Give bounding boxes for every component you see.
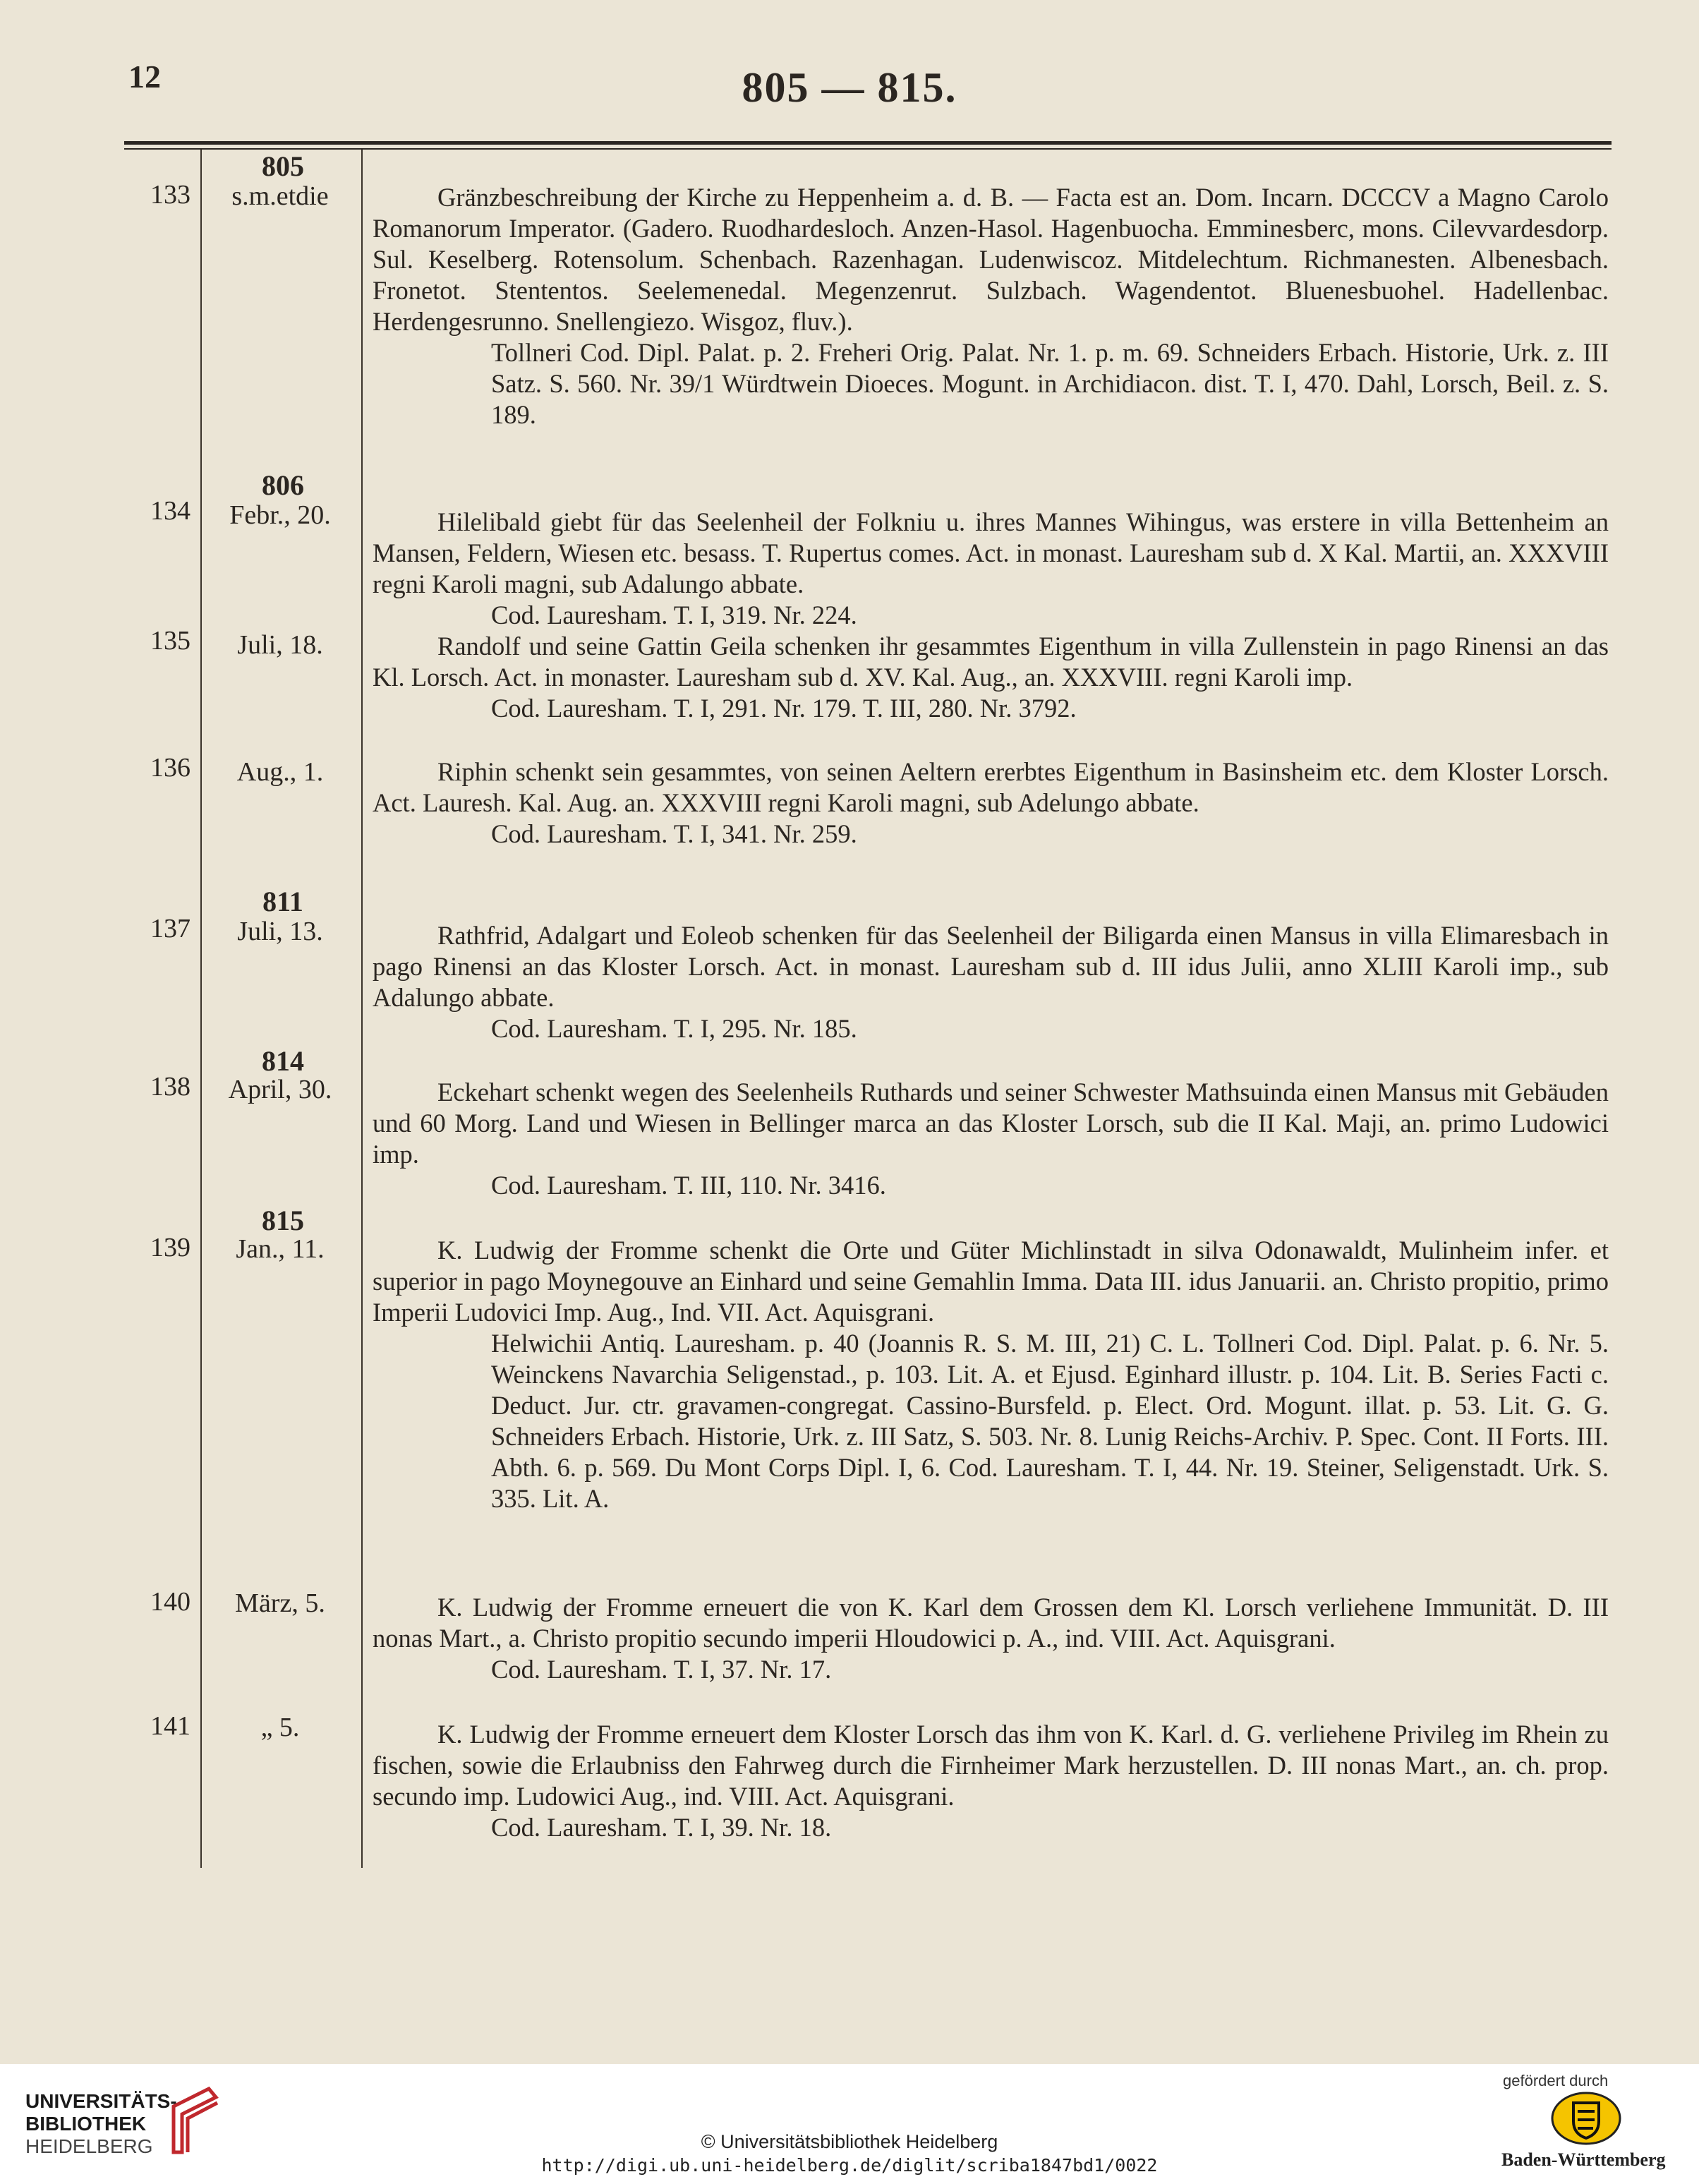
entry-date: „ 5. (260, 1713, 300, 1742)
entry-citation: Tollneri Cod. Dipl. Palat. p. 2. Freheri Orig. Palat. Nr. 1. p. m. 69. Schneiders Erbach. Historie, Urk. z. III Satz. S. 560. Nr. 39/1 Würdtwein Dioeces. Mogunt. in Archidiacon. dist. T. I, 470. Dahl, Lorsch, Beil. z. S. 189. (491, 338, 1609, 429)
entry-date: April, 30. (228, 1075, 332, 1104)
entry-date: März, 5. (235, 1588, 325, 1618)
entry-date: Febr., 20. (229, 500, 331, 530)
page-number: 12 (128, 59, 161, 95)
entry-summary: K. Ludwig der Fromme erneuert die von K. Karl dem Grossen dem Kl. Lorsch verliehene Immunität. D. III nonas Mart., a. Christo propitio secundo imperii Hloudowici p. A., ind. VIII. Act. Aquisgrani. (373, 1593, 1609, 1653)
entry-date: Jan., 11. (236, 1234, 325, 1264)
library-name-line: UNIVERSITÄTS- (25, 2090, 177, 2112)
entry-text (373, 631, 1609, 724)
entry-number: 140 (150, 1587, 191, 1617)
entry-text (373, 1077, 1609, 1201)
header-rule (124, 141, 1612, 145)
year-marker: 806 (262, 469, 304, 501)
entry-summary: Riphin schenkt sein gesammtes, von seinen Aeltern ererbtes Eigenthum in Basinsheim etc. dem Kloster Lorsch. Act. Lauresh. Kal. Aug. an. XXXVIII regni Karoli magni, sub Adelungo abbate. (373, 757, 1609, 817)
entry-citation: Cod. Lauresham. T. I, 319. Nr. 224. (491, 601, 857, 629)
entry-date: Juli, 13. (237, 917, 323, 946)
entry-summary: Eckehart schenkt wegen des Seelenheils Ruthards und seiner Schwester Mathsuinda einen Mansus mit Gebäuden und 60 Morg. Land und Wiesen in Bellinger marca an das Kloster Lorsch, sub die II Kal. Maji, an. primo Ludowici imp. (373, 1078, 1609, 1169)
column-divider-date (361, 150, 363, 1868)
entry-text (373, 920, 1609, 1044)
entry-number: 133 (150, 180, 191, 210)
year-marker: 811 (262, 886, 303, 917)
entry-citation: Cod. Lauresham. T. III, 110. Nr. 3416. (491, 1171, 886, 1200)
library-name-line: HEIDELBERG (25, 2135, 153, 2157)
year-marker: 815 (262, 1205, 304, 1236)
year-marker: 814 (262, 1045, 304, 1077)
entry-number: 134 (150, 496, 191, 526)
baden-wuerttemberg-seal-icon (1549, 2090, 1623, 2147)
entry-text (373, 1235, 1609, 1514)
year-marker: 805 (262, 150, 304, 182)
column-divider-number (200, 150, 202, 1868)
entry-citation: Cod. Lauresham. T. I, 39. Nr. 18. (491, 1813, 832, 1842)
entry-text (373, 756, 1609, 850)
library-name-line: BIBLIOTHEK (25, 2113, 147, 2135)
entry-number: 138 (150, 1072, 191, 1102)
entry-number: 136 (150, 753, 191, 783)
entry-number: 141 (150, 1711, 191, 1741)
sponsor-label: gefördert durch (1503, 2072, 1609, 2089)
entry-text (373, 182, 1609, 430)
permalink-url[interactable]: http://digi.ub.uni-heidelberg.de/diglit/scriba1847bd1/0022 (541, 2155, 1158, 2176)
entry-number: 137 (150, 914, 191, 943)
entry-summary: Randolf und seine Gattin Geila schenken ihr gesammtes Eigenthum in villa Zullenstein in pago Rinensi an das Kl. Lorsch. Act. in monaster. Lauresham sub d. XV. Kal. Aug., an. XXXVIII. regni Karoli imp. (373, 632, 1609, 692)
entry-citation: Cod. Lauresham. T. I, 295. Nr. 185. (491, 1014, 857, 1043)
entry-date: s.m.etdie (231, 181, 329, 211)
entry-citation: Cod. Lauresham. T. I, 341. Nr. 259. (491, 819, 857, 848)
entry-summary: Rathfrid, Adalgart und Eoleob schenken für das Seelenheil der Biligarda einen Mansus in villa Elimaresbach in pago Rinensi an das Kloster Lorsch. Act. in monast. Lauresham sub d. III idus Julii, anno XLIII Karoli imp., sub Adalungo abbate. (373, 921, 1609, 1012)
entry-citation: Cod. Lauresham. T. I, 291. Nr. 179. T. III, 280. Nr. 3792. (491, 694, 1077, 723)
sponsor-name: Baden-Württemberg (1501, 2149, 1666, 2170)
entry-number: 135 (150, 626, 191, 656)
copyright-notice: © Universitätsbibliothek Heidelberg (701, 2131, 998, 2152)
entry-text (373, 1719, 1609, 1843)
entry-number: 139 (150, 1233, 191, 1262)
entry-text (373, 1592, 1609, 1685)
entry-summary: K. Ludwig der Fromme erneuert dem Kloster Lorsch das ihm von K. Karl. d. G. verliehene Privileg im Rhein zu fischen, sowie die Erlaubniss den Fahrweg durch die Firnheimer Mark herzustellen. D. III nonas Mart., an. ch. prop. secundo imp. Ludowici Aug., ind. VIII. Act. Aquisgrani. (373, 1720, 1609, 1811)
entry-summary: Hilelibald giebt für das Seelenheil der Folkniu u. ihres Mannes Wihingus, was erstere in villa Bettenheim an Mansen, Feldern, Wiesen etc. besass. T. Rupertus comes. Act. in monast. Lauresham sub d. X Kal. Martii, an. XXXVIII regni Karoli magni, sub Adalungo abbate. (373, 507, 1609, 598)
entry-citation: Cod. Lauresham. T. I, 37. Nr. 17. (491, 1655, 832, 1684)
running-head: 805 — 815. (742, 64, 957, 111)
entry-date: Aug., 1. (236, 757, 324, 787)
entry-text (373, 507, 1609, 631)
entry-summary: K. Ludwig der Fromme schenkt die Orte und Güter Michlinstadt in silva Odonawaldt, Mulinheim infer. et superior in pago Moynegouve an Einhard und seine Gemahlin Imma. Data III. idus Januarii. an. Christo propitio, primo Imperii Ludovici Imp. Aug., Ind. VII. Act. Aquisgrani. (373, 1236, 1609, 1327)
entry-citation: Helwichii Antiq. Lauresham. p. 40 (Joannis R. S. M. III, 21) C. L. Tollneri Cod. Dipl. Palat. p. 6. Nr. 5. Weinckens Navarchia Seligenstad., p. 103. Lit. A. et Ejusd. Eginhard illustr. p. 104. Lit. B. Series Facti c. Deduct. Jur. ctr. gravamen-congregat. Cassino-Bursfeld. p. Elect. Ord. Mogunt. illat. p. 53. Lit. G. G. Schneiders Erbach. Historie, Urk. z. III Satz, S. 503. Nr. 8. Lunig Reichs-Archiv. P. Spec. Cont. II Forts. III. Abth. 6. p. 569. Du Mont Corps Dipl. I, 6. Cod. Lauresham. T. I, 44. Nr. 19. Steiner, Seligenstadt. Urk. S. 335. Lit. A. (491, 1329, 1609, 1513)
entry-summary: Gränzbeschreibung der Kirche zu Heppenheim a. d. B. — Facta est an. Dom. Incarn. DCCCV a Magno Carolo Romanorum Imperator. (Gadero. Ruodhardesloch. Anzen-Hasol. Hagenbuocha. Emminesberc, mons. Cilevvardesdorp. Sul. Keselberg. Rotensolum. Schenbach. Razenhagan. Ludenwiscoz. Mitdelechtum. Richmanesten. Albenesbach. Fronetot. Stententos. Seelemenedal. Megenzenrut. Sulzbach. Wagendentot. Bluenesbuohel. Hadellenbac. Herdengesrunno. Snellengiezo. Wisgoz, fluv.). (373, 183, 1609, 336)
entry-date: Juli, 18. (237, 630, 323, 660)
